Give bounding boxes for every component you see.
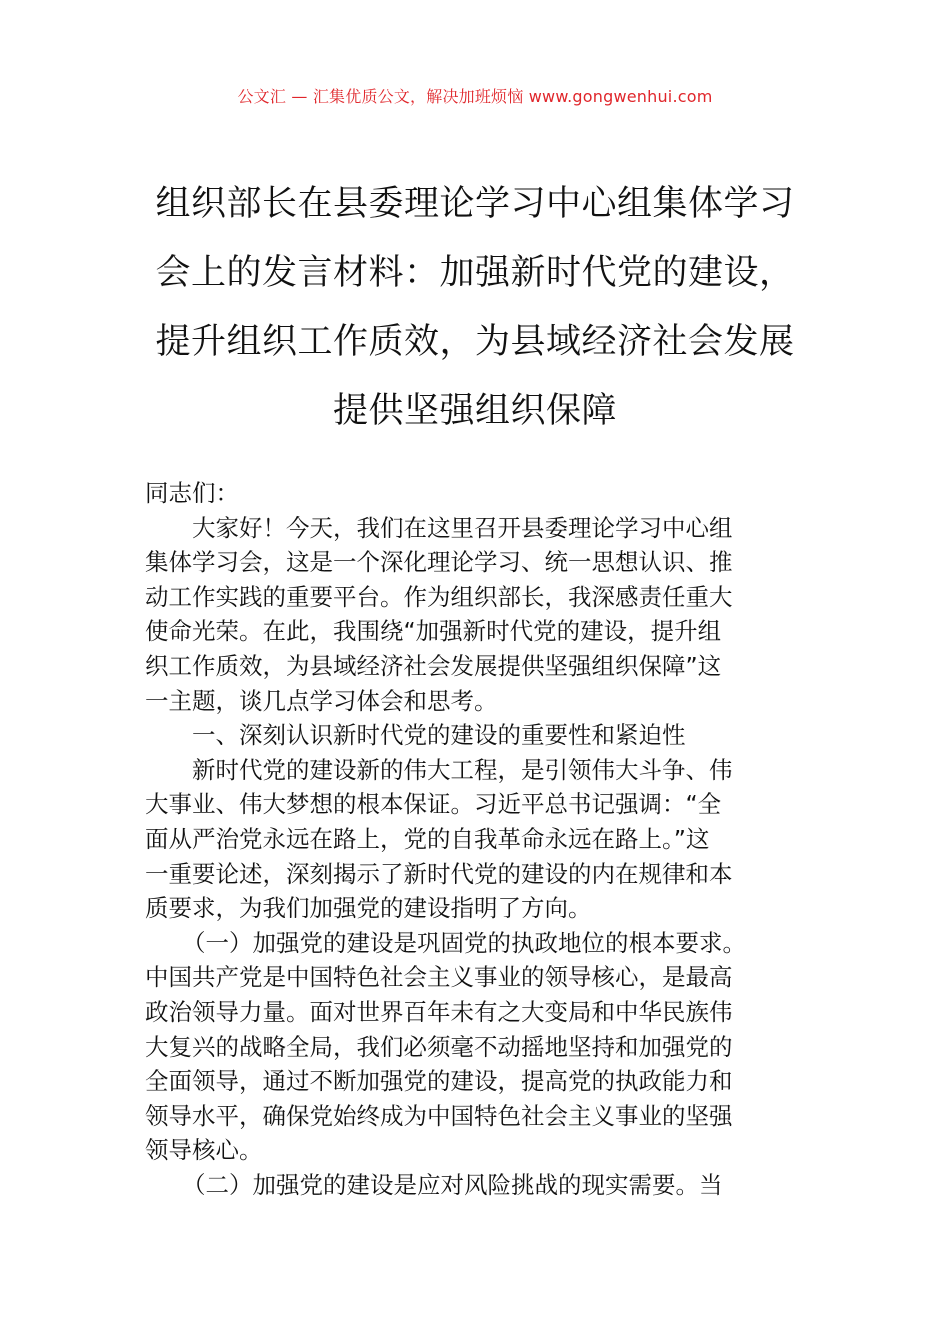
text-line: 新时代党的建设新的伟大工程，是引领伟大斗争、伟 bbox=[192, 755, 733, 784]
document-title bbox=[120, 170, 830, 446]
text-line: （二）加强党的建设是应对风险挑战的现实需要。当 bbox=[182, 1170, 723, 1199]
salutation-text: 同志们： bbox=[145, 479, 239, 507]
text-line: 全面领导，通过不断加强党的建设，提高党的执政能力和 bbox=[145, 1067, 733, 1096]
text-line: （一）加强党的建设是巩固党的执政地位的根本要求。 bbox=[182, 928, 746, 957]
text-line: 中国共产党是中国特色社会主义事业的领导核心，是最高 bbox=[145, 963, 733, 992]
text-line: 领导核心。 bbox=[145, 1136, 263, 1165]
title-line: 组织部长在县委理论学习中心组集体学习 bbox=[155, 184, 795, 224]
paragraph-subsection-1 bbox=[145, 926, 810, 1168]
paragraph-greeting bbox=[145, 511, 810, 719]
heading-text: 一、深刻认识新时代党的建设的重要性和紧迫性 bbox=[192, 721, 686, 750]
text-line: 面从严治党永远在路上，党的自我革命永远在路上。”这 bbox=[145, 824, 710, 853]
title-line: 提供坚强组织保障 bbox=[332, 391, 617, 431]
text-line: 质要求，为我们加强党的建设指明了方向。 bbox=[145, 894, 592, 923]
text-line: 使命光荣。在此，我围绕“加强新时代党的建设，提升组 bbox=[145, 617, 722, 646]
salutation bbox=[145, 476, 810, 511]
text-line: 集体学习会，这是一个深化理论学习、统一思想认识、推 bbox=[145, 548, 733, 577]
text-line: 领导水平，确保党始终成为中国特色社会主义事业的坚强 bbox=[145, 1101, 733, 1130]
paragraph-subsection-2 bbox=[145, 1168, 810, 1203]
text-line: 动工作实践的重要平台。作为组织部长，我深感责任重大 bbox=[145, 582, 733, 611]
text-line: 政治领导力量。面对世界百年未有之大变局和中华民族伟 bbox=[145, 997, 733, 1026]
title-line: 会上的发言材料：加强新时代党的建设， bbox=[155, 253, 795, 293]
text-line: 织工作质效，为县域经济社会发展提供坚强组织保障”这 bbox=[145, 651, 722, 680]
section-heading-1 bbox=[145, 718, 810, 753]
text-line: 一主题，谈几点学习体会和思考。 bbox=[145, 686, 498, 715]
paragraph-section-1-intro bbox=[145, 753, 810, 926]
text-line: 大事业、伟大梦想的根本保证。习近平总书记强调：“全 bbox=[145, 790, 722, 819]
text-line: 大复兴的战略全局，我们必须毫不动摇地坚持和加强党的 bbox=[145, 1032, 733, 1061]
site-banner: 公文汇 — 汇集优质公文，解决加班烦恼 www.gongwenhui.com bbox=[237, 87, 713, 106]
text-line: 大家好！今天，我们在这里召开县委理论学习中心组 bbox=[192, 513, 733, 542]
document-body bbox=[145, 476, 810, 1202]
text-line: 一重要论述，深刻揭示了新时代党的建设的内在规律和本 bbox=[145, 859, 733, 888]
title-line: 提升组织工作质效，为县域经济社会发展 bbox=[155, 322, 795, 362]
